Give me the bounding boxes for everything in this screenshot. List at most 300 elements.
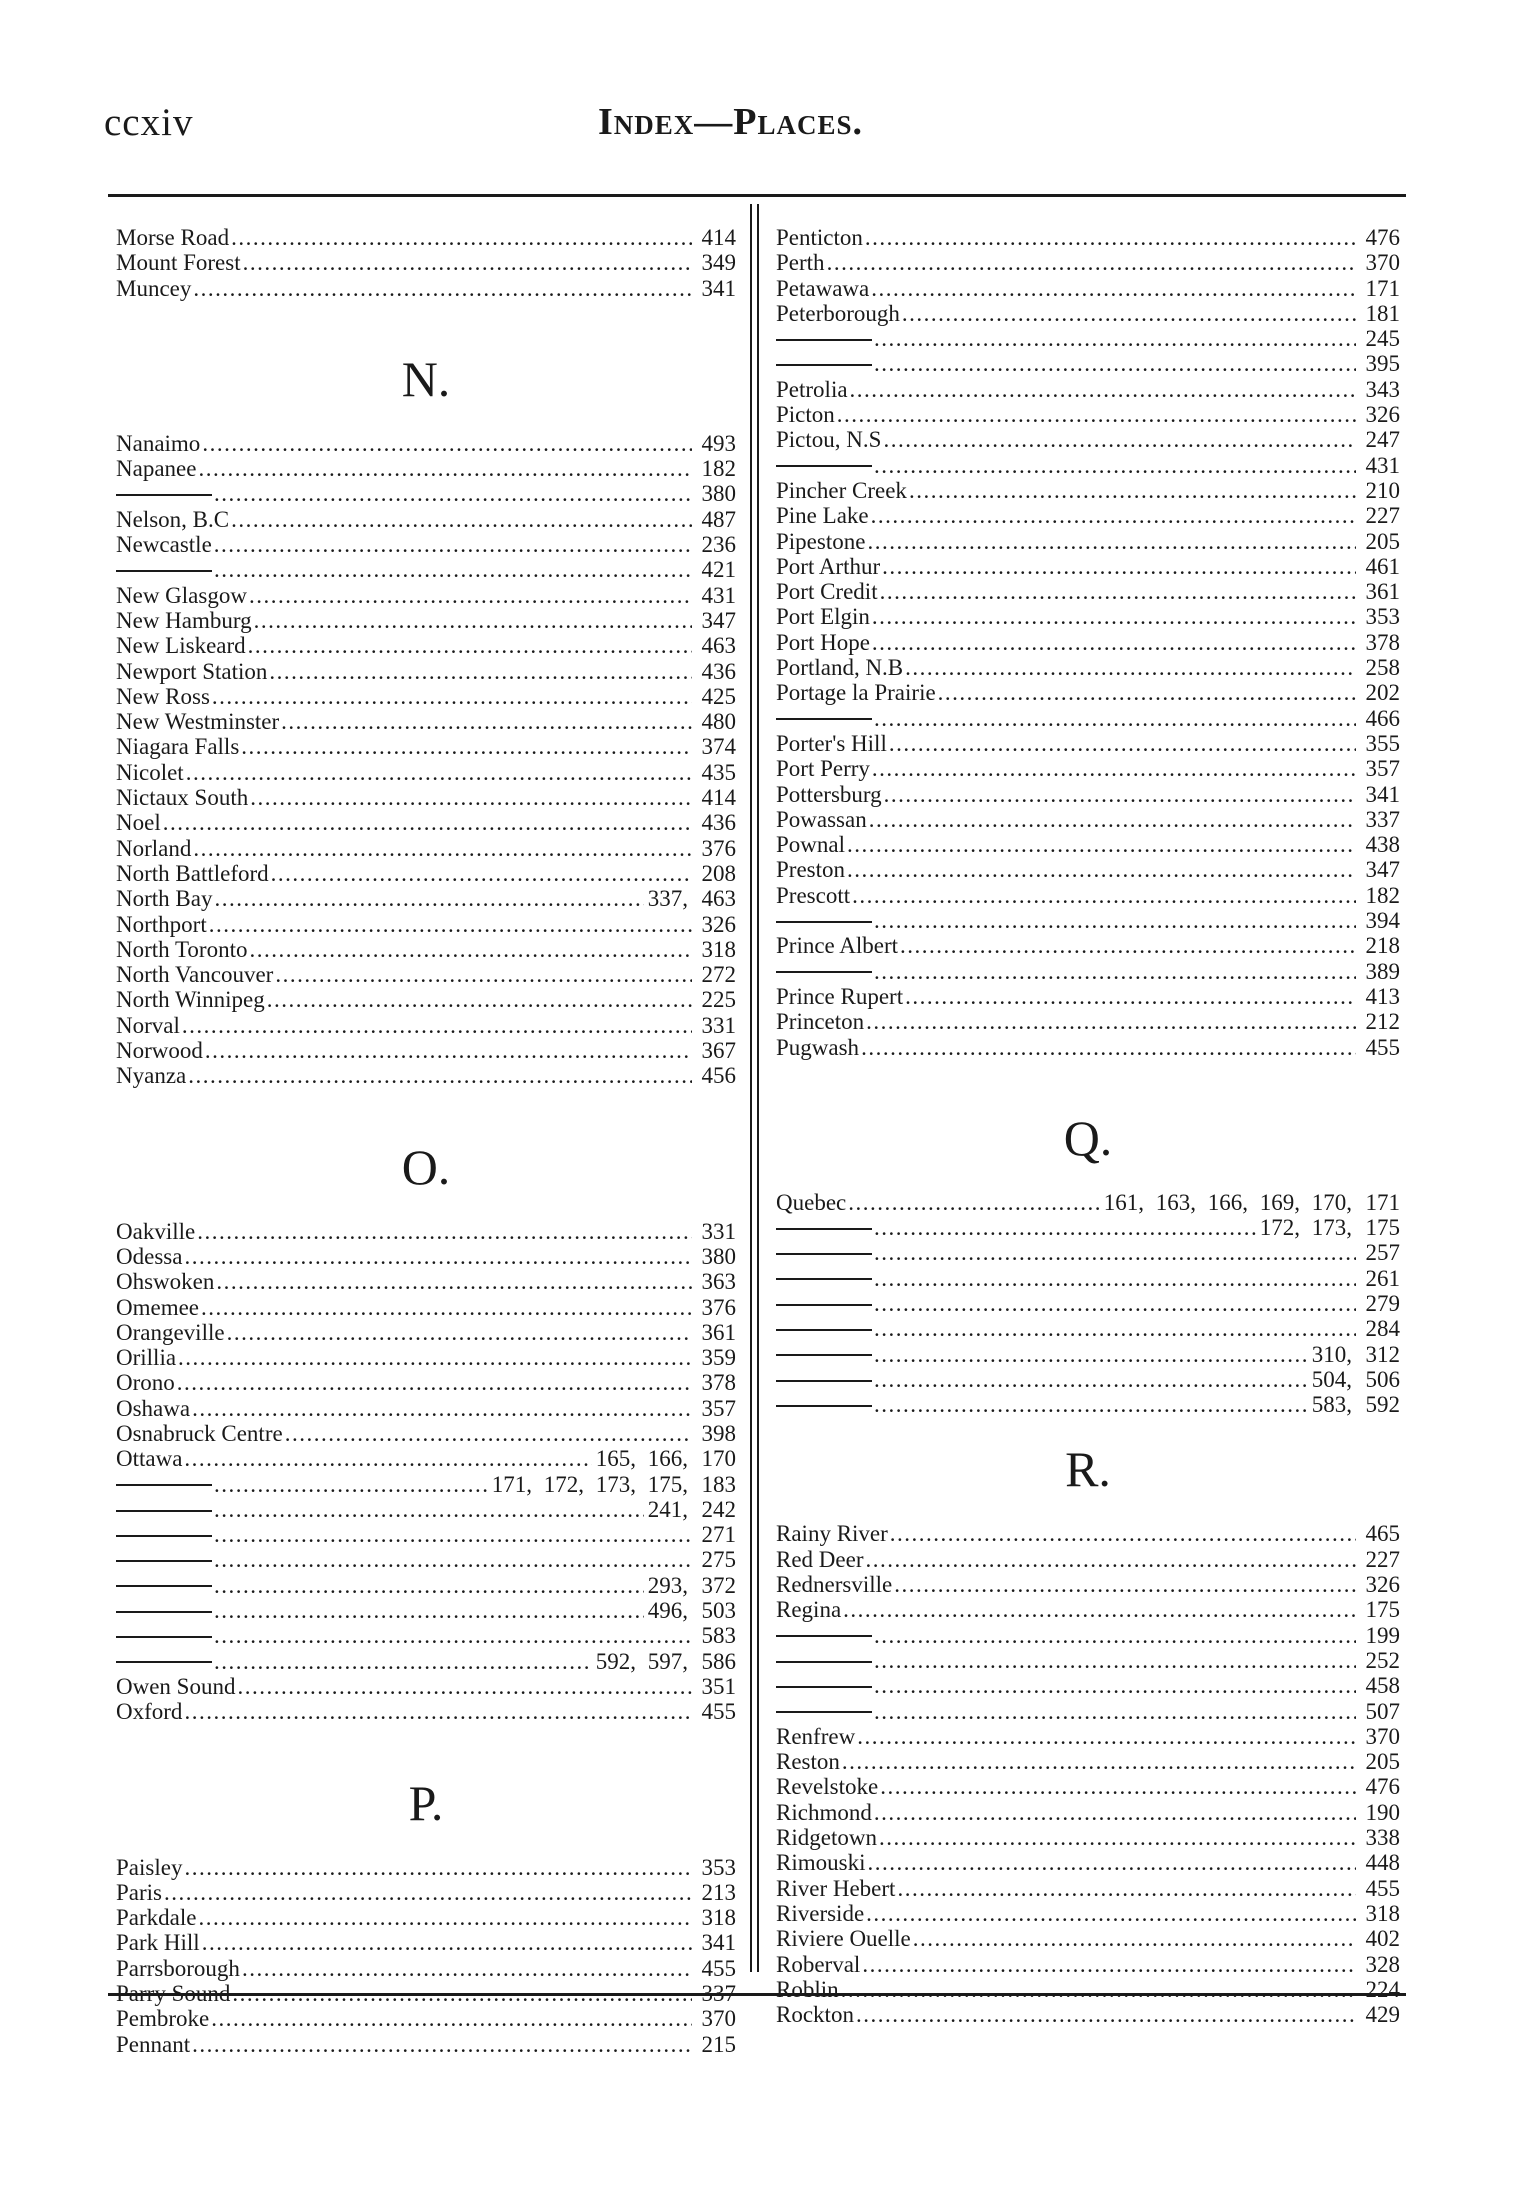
ditto-dash — [116, 1484, 212, 1486]
dot-leader — [837, 402, 1356, 427]
page-ref: 275 — [701, 1547, 736, 1573]
dot-leader — [214, 1623, 692, 1648]
dot-leader — [890, 1521, 1356, 1546]
dot-leader — [237, 1674, 692, 1699]
index-continuation-row — [116, 1497, 736, 1522]
page-ref: 326 — [701, 911, 736, 937]
page-ref: 242 — [701, 1496, 736, 1522]
place-name: Norland — [116, 835, 192, 861]
place-name: Ridgetown — [776, 1825, 877, 1851]
place-name: Petrolia — [776, 376, 848, 402]
page-ref: 431 — [701, 582, 736, 608]
dot-leader — [197, 1219, 692, 1244]
dot-leader — [214, 1522, 692, 1547]
index-entry — [116, 583, 736, 608]
index-entry — [116, 1421, 736, 1446]
dot-leader — [184, 1244, 692, 1269]
dot-leader — [874, 1367, 1308, 1392]
dot-leader — [248, 633, 692, 658]
page-title: Index—Places. — [598, 101, 864, 143]
page-ref: 328 — [1365, 1951, 1400, 1977]
place-name: Nelson, B.C — [116, 506, 230, 532]
index-entry — [116, 1930, 736, 1955]
dot-leader — [184, 1699, 692, 1724]
page-ref: 337 — [701, 1981, 736, 2007]
page-ref: 225 — [701, 987, 736, 1013]
place-name: Renfrew — [776, 1723, 856, 1749]
index-entry — [776, 1749, 1400, 1774]
place-name: Red Deer — [776, 1546, 864, 1572]
index-entry — [776, 1977, 1400, 2002]
place-name: Orangeville — [116, 1319, 225, 1345]
index-entry — [116, 1981, 736, 2006]
dot-leader — [201, 1295, 692, 1320]
dot-leader — [214, 557, 692, 582]
index-continuation-row — [776, 326, 1400, 351]
index-continuation-row — [776, 908, 1400, 933]
index-continuation-row — [776, 959, 1400, 984]
page-ref: 343 — [1365, 376, 1400, 402]
section-letter: N. — [401, 350, 451, 407]
page-ref: 331 — [701, 1218, 736, 1244]
index-continuation-row — [776, 1266, 1400, 1291]
dot-leader — [905, 655, 1356, 680]
dot-leader — [285, 1421, 692, 1446]
place-name: Newport Station — [116, 658, 268, 684]
place-name: Orillia — [116, 1345, 177, 1371]
place-name: Penticton — [776, 225, 863, 250]
page-ref: 257 — [1365, 1240, 1400, 1266]
dot-leader — [894, 1572, 1356, 1597]
place-name: Reston — [776, 1749, 840, 1775]
dot-leader — [874, 908, 1356, 933]
dot-leader — [856, 2002, 1356, 2027]
dot-leader — [879, 1825, 1356, 1850]
dot-leader — [913, 1926, 1356, 1951]
dot-leader — [216, 1269, 692, 1294]
dot-leader — [198, 456, 692, 481]
place-name: Nanaimo — [116, 430, 201, 456]
dot-leader — [874, 959, 1356, 984]
dot-leader — [164, 1880, 692, 1905]
index-entry — [776, 984, 1400, 1009]
dot-leader — [231, 507, 692, 532]
dot-leader — [867, 1850, 1356, 1875]
place-name: Oxford — [116, 1699, 183, 1725]
index-entry — [116, 431, 736, 456]
dot-leader — [184, 1446, 591, 1471]
page-ref: 376 — [701, 835, 736, 861]
place-name: Porter's Hill — [776, 730, 887, 756]
place-name: Picton — [776, 402, 835, 428]
page-ref: 455 — [701, 1699, 736, 1725]
page-ref: 353 — [1365, 604, 1400, 630]
page-ref: 414 — [701, 785, 736, 811]
index-continuation-row — [116, 1573, 736, 1598]
dot-leader — [231, 225, 692, 250]
index-continuation-row — [776, 1342, 1400, 1367]
page-ref: 341 — [701, 1930, 736, 1956]
index-continuation-row — [776, 1291, 1400, 1316]
dot-leader — [202, 1930, 692, 1955]
section-letter: Q. — [1063, 1109, 1113, 1166]
place-name: Riviere Ouelle — [776, 1926, 911, 1952]
page-ref: 202 — [1365, 680, 1400, 706]
place-name: River Hebert — [776, 1875, 896, 1901]
page-ref: 245 — [1365, 326, 1400, 352]
index-entry — [776, 1009, 1400, 1034]
index-continuation-row — [776, 706, 1400, 731]
index-entry — [116, 760, 736, 785]
dot-leader — [861, 1035, 1356, 1060]
left-index-column — [116, 225, 736, 2057]
place-name: Powassan — [776, 806, 867, 832]
dot-leader — [938, 680, 1356, 705]
place-name: Pennant — [116, 2031, 191, 2057]
place-name: Northport — [116, 911, 207, 937]
dot-leader — [281, 709, 692, 734]
page-ref: 431 — [1365, 452, 1400, 478]
ditto-dash — [776, 1329, 872, 1331]
additional-pages: 161, 163, 166, 169, 170, — [1103, 1189, 1352, 1215]
page-ref: 199 — [1365, 1622, 1400, 1648]
place-name: Pictou, N.S — [776, 427, 882, 453]
page-ref: 506 — [1365, 1366, 1400, 1392]
place-name: Rednersville — [776, 1572, 893, 1598]
place-name: Oshawa — [116, 1395, 191, 1421]
page-ref: 359 — [701, 1345, 736, 1371]
dot-leader — [874, 1291, 1356, 1316]
dot-leader — [205, 1038, 692, 1063]
page-ref: 182 — [1365, 882, 1400, 908]
section-spacer — [116, 1089, 736, 1115]
page-ref: 463 — [701, 886, 736, 912]
dot-leader — [902, 301, 1356, 326]
dot-leader — [209, 912, 692, 937]
page-ref: 421 — [701, 557, 736, 583]
page-ref: 284 — [1365, 1316, 1400, 1342]
page-ref: 394 — [1365, 908, 1400, 934]
page-ref: 272 — [701, 962, 736, 988]
place-name: Park Hill — [116, 1930, 200, 1956]
index-entry — [776, 1901, 1400, 1926]
page-ref: 261 — [1365, 1265, 1400, 1291]
page-ref: 331 — [701, 1012, 736, 1038]
place-name: Roblin — [776, 1976, 839, 2002]
dot-leader — [874, 1215, 1256, 1240]
index-entry — [776, 1850, 1400, 1875]
index-entry — [776, 883, 1400, 908]
page-ref: 414 — [701, 225, 736, 250]
place-name: Rimouski — [776, 1850, 866, 1876]
place-name: Paris — [116, 1879, 162, 1905]
index-entry — [116, 810, 736, 835]
page-ref: 326 — [1365, 402, 1400, 428]
index-entry — [776, 427, 1400, 452]
place-name: Port Elgin — [776, 604, 870, 630]
dot-leader — [865, 225, 1356, 250]
additional-pages: 310, — [1311, 1341, 1352, 1367]
place-name: North Bay — [116, 886, 213, 912]
page-ref: 436 — [701, 810, 736, 836]
page-ref: 170 — [701, 1446, 736, 1472]
index-continuation-row — [776, 1367, 1400, 1392]
index-entry — [776, 857, 1400, 882]
place-name: Muncey — [116, 275, 192, 301]
dot-leader — [874, 1648, 1356, 1673]
place-name: Pottersburg — [776, 781, 882, 807]
index-continuation-row — [116, 1649, 736, 1674]
additional-pages: 172, 173, — [1259, 1215, 1352, 1241]
index-entry — [116, 861, 736, 886]
index-entry — [776, 377, 1400, 402]
place-name: Nicolet — [116, 759, 184, 785]
section-spacer — [116, 301, 736, 327]
page-ref: 182 — [701, 456, 736, 482]
index-entry — [776, 1724, 1400, 1749]
ditto-dash — [116, 1636, 212, 1638]
ditto-dash — [776, 971, 872, 973]
index-continuation-row — [776, 1392, 1400, 1417]
ditto-dash — [776, 339, 872, 341]
page-ref: 425 — [701, 683, 736, 709]
page-ref: 463 — [701, 633, 736, 659]
place-name: New Hamburg — [116, 607, 252, 633]
page-ref: 236 — [701, 532, 736, 558]
index-entry — [116, 886, 736, 911]
page-ref: 353 — [701, 1854, 736, 1880]
place-name: Port Arthur — [776, 553, 881, 579]
dot-leader — [192, 1396, 692, 1421]
page-ref: 583 — [701, 1623, 736, 1649]
place-name: New Liskeard — [116, 633, 246, 659]
dot-leader — [874, 453, 1356, 478]
index-entry — [116, 987, 736, 1012]
index-entry — [776, 503, 1400, 528]
place-name: North Battleford — [116, 860, 269, 886]
index-entry — [776, 1926, 1400, 1951]
index-entry — [116, 1345, 736, 1370]
place-name: Port Credit — [776, 579, 878, 605]
place-name: Parry Sound — [116, 1981, 231, 2007]
dot-leader — [897, 1876, 1356, 1901]
place-name: Norwood — [116, 1038, 203, 1064]
index-entry — [776, 1952, 1400, 1977]
place-name: Prescott — [776, 882, 851, 908]
dot-leader — [847, 857, 1356, 882]
place-name: Revelstoke — [776, 1774, 879, 1800]
index-entry — [776, 250, 1400, 275]
place-name: Parkdale — [116, 1905, 197, 1931]
dot-leader — [214, 1573, 644, 1598]
page-ref: 378 — [701, 1370, 736, 1396]
ditto-dash — [776, 1711, 872, 1713]
place-name: Quebec — [776, 1189, 847, 1215]
page-ref: 480 — [701, 709, 736, 735]
place-name: Osnabruck Centre — [116, 1420, 283, 1446]
page-ref: 493 — [701, 430, 736, 456]
additional-pages: 241, — [647, 1496, 688, 1522]
page-ref: 218 — [1365, 933, 1400, 959]
ditto-dash — [776, 1354, 872, 1356]
place-name: Parrsborough — [116, 1955, 240, 1981]
dot-leader — [843, 1597, 1356, 1622]
page-ref: 458 — [1365, 1673, 1400, 1699]
index-entry — [776, 276, 1400, 301]
page-ref: 183 — [701, 1471, 736, 1497]
place-name: Ottawa — [116, 1446, 183, 1472]
ditto-dash — [776, 1253, 872, 1255]
dot-leader — [214, 1497, 644, 1522]
index-entry — [116, 1956, 736, 1981]
ditto-dash — [116, 1585, 212, 1587]
ditto-dash — [776, 465, 872, 467]
page-ref: 351 — [701, 1673, 736, 1699]
index-entry — [116, 734, 736, 759]
dot-leader — [871, 503, 1356, 528]
dot-leader — [214, 1472, 488, 1497]
index-entry — [116, 1219, 736, 1244]
ditto-dash — [116, 1661, 212, 1663]
index-entry — [116, 1370, 736, 1395]
place-name: Paisley — [116, 1854, 183, 1880]
ditto-dash — [776, 1380, 872, 1382]
page-ref: 357 — [701, 1395, 736, 1421]
page-ref: 448 — [1365, 1850, 1400, 1876]
dot-leader — [872, 630, 1356, 655]
page-ref: 586 — [701, 1648, 736, 1674]
index-entry — [116, 1295, 736, 1320]
dot-leader — [862, 1952, 1356, 1977]
place-name: Princeton — [776, 1009, 865, 1035]
place-name: New Glasgow — [116, 582, 247, 608]
index-entry — [116, 785, 736, 810]
dot-leader — [163, 810, 692, 835]
index-entry — [116, 1880, 736, 1905]
index-entry — [116, 1674, 736, 1699]
index-entry — [116, 1320, 736, 1345]
index-entry — [116, 1269, 736, 1294]
place-name: Pembroke — [116, 2006, 210, 2032]
place-name: Morse Road — [116, 225, 230, 250]
dot-leader — [249, 583, 692, 608]
ditto-dash — [776, 1278, 872, 1280]
dot-leader — [178, 1345, 692, 1370]
dot-leader — [874, 1266, 1356, 1291]
index-entry — [776, 1825, 1400, 1850]
additional-pages: 592, 597, — [595, 1648, 688, 1674]
dot-leader — [242, 1956, 692, 1981]
dot-leader — [267, 987, 692, 1012]
index-entry — [116, 1038, 736, 1063]
page-ref: 398 — [701, 1420, 736, 1446]
dot-leader — [866, 1009, 1356, 1034]
dot-leader — [880, 1774, 1356, 1799]
index-entry — [116, 1699, 736, 1724]
place-name: Odessa — [116, 1243, 183, 1269]
dot-leader — [867, 529, 1356, 554]
dot-leader — [850, 377, 1356, 402]
dot-leader — [202, 431, 692, 456]
place-name: Norval — [116, 1012, 180, 1038]
place-name: Rockton — [776, 2002, 854, 2028]
ditto-dash — [776, 1635, 872, 1637]
page-ref: 210 — [1365, 477, 1400, 503]
page-ref: 227 — [1365, 503, 1400, 529]
place-name: North Vancouver — [116, 962, 274, 988]
dot-leader — [872, 756, 1356, 781]
index-continuation-row — [116, 557, 736, 582]
index-continuation-row — [116, 481, 736, 506]
place-name: Pine Lake — [776, 503, 869, 529]
dot-leader — [250, 937, 693, 962]
place-name: North Toronto — [116, 936, 248, 962]
page-ref: 438 — [1365, 832, 1400, 858]
index-entry — [116, 709, 736, 734]
place-name: Peterborough — [776, 300, 900, 326]
page-ref: 370 — [1365, 1723, 1400, 1749]
page-ref: 455 — [701, 1955, 736, 1981]
dot-leader — [827, 250, 1356, 275]
ditto-dash — [116, 570, 212, 572]
page-ref: 402 — [1365, 1926, 1400, 1952]
index-entry — [116, 250, 736, 275]
place-name: Roberval — [776, 1951, 861, 1977]
page-ref: 279 — [1365, 1290, 1400, 1316]
place-name: Orono — [116, 1370, 175, 1396]
dot-leader — [214, 1649, 592, 1674]
page-ref: 363 — [701, 1269, 736, 1295]
dot-leader — [241, 734, 692, 759]
dot-leader — [847, 832, 1356, 857]
dot-leader — [848, 1190, 1100, 1215]
page-ref: 318 — [1365, 1900, 1400, 1926]
dot-leader — [193, 276, 692, 301]
index-entry — [116, 1855, 736, 1880]
page-ref: 361 — [1365, 579, 1400, 605]
column-divider — [750, 204, 759, 1972]
page-ref: 455 — [1365, 1034, 1400, 1060]
page-ref: 436 — [701, 658, 736, 684]
additional-pages: 583, — [1311, 1392, 1352, 1418]
page-ref: 367 — [701, 1038, 736, 1064]
place-name: Ohswoken — [116, 1269, 215, 1295]
index-entry — [776, 1774, 1400, 1799]
dot-leader — [874, 1699, 1356, 1724]
page-ref: 318 — [701, 936, 736, 962]
ditto-dash — [116, 1560, 212, 1562]
dot-leader — [841, 1977, 1356, 2002]
ditto-dash — [776, 1304, 872, 1306]
page-ref: 461 — [1365, 553, 1400, 579]
dot-leader — [254, 608, 692, 633]
place-name: Portage la Prairie — [776, 680, 936, 706]
dot-leader — [186, 760, 692, 785]
place-name: Portland, N.B — [776, 655, 904, 681]
section-letter: P. — [408, 1774, 444, 1831]
index-entry — [116, 1905, 736, 1930]
page-ref: 215 — [701, 2031, 736, 2057]
page-ref: 227 — [1365, 1546, 1400, 1572]
index-entry — [116, 608, 736, 633]
dot-leader — [852, 883, 1356, 908]
index-entry — [116, 1396, 736, 1421]
page-ref: 466 — [1365, 705, 1400, 731]
index-entry — [776, 1572, 1400, 1597]
place-name: Oakville — [116, 1218, 196, 1244]
index-entry — [776, 604, 1400, 629]
place-name: Regina — [776, 1597, 842, 1623]
